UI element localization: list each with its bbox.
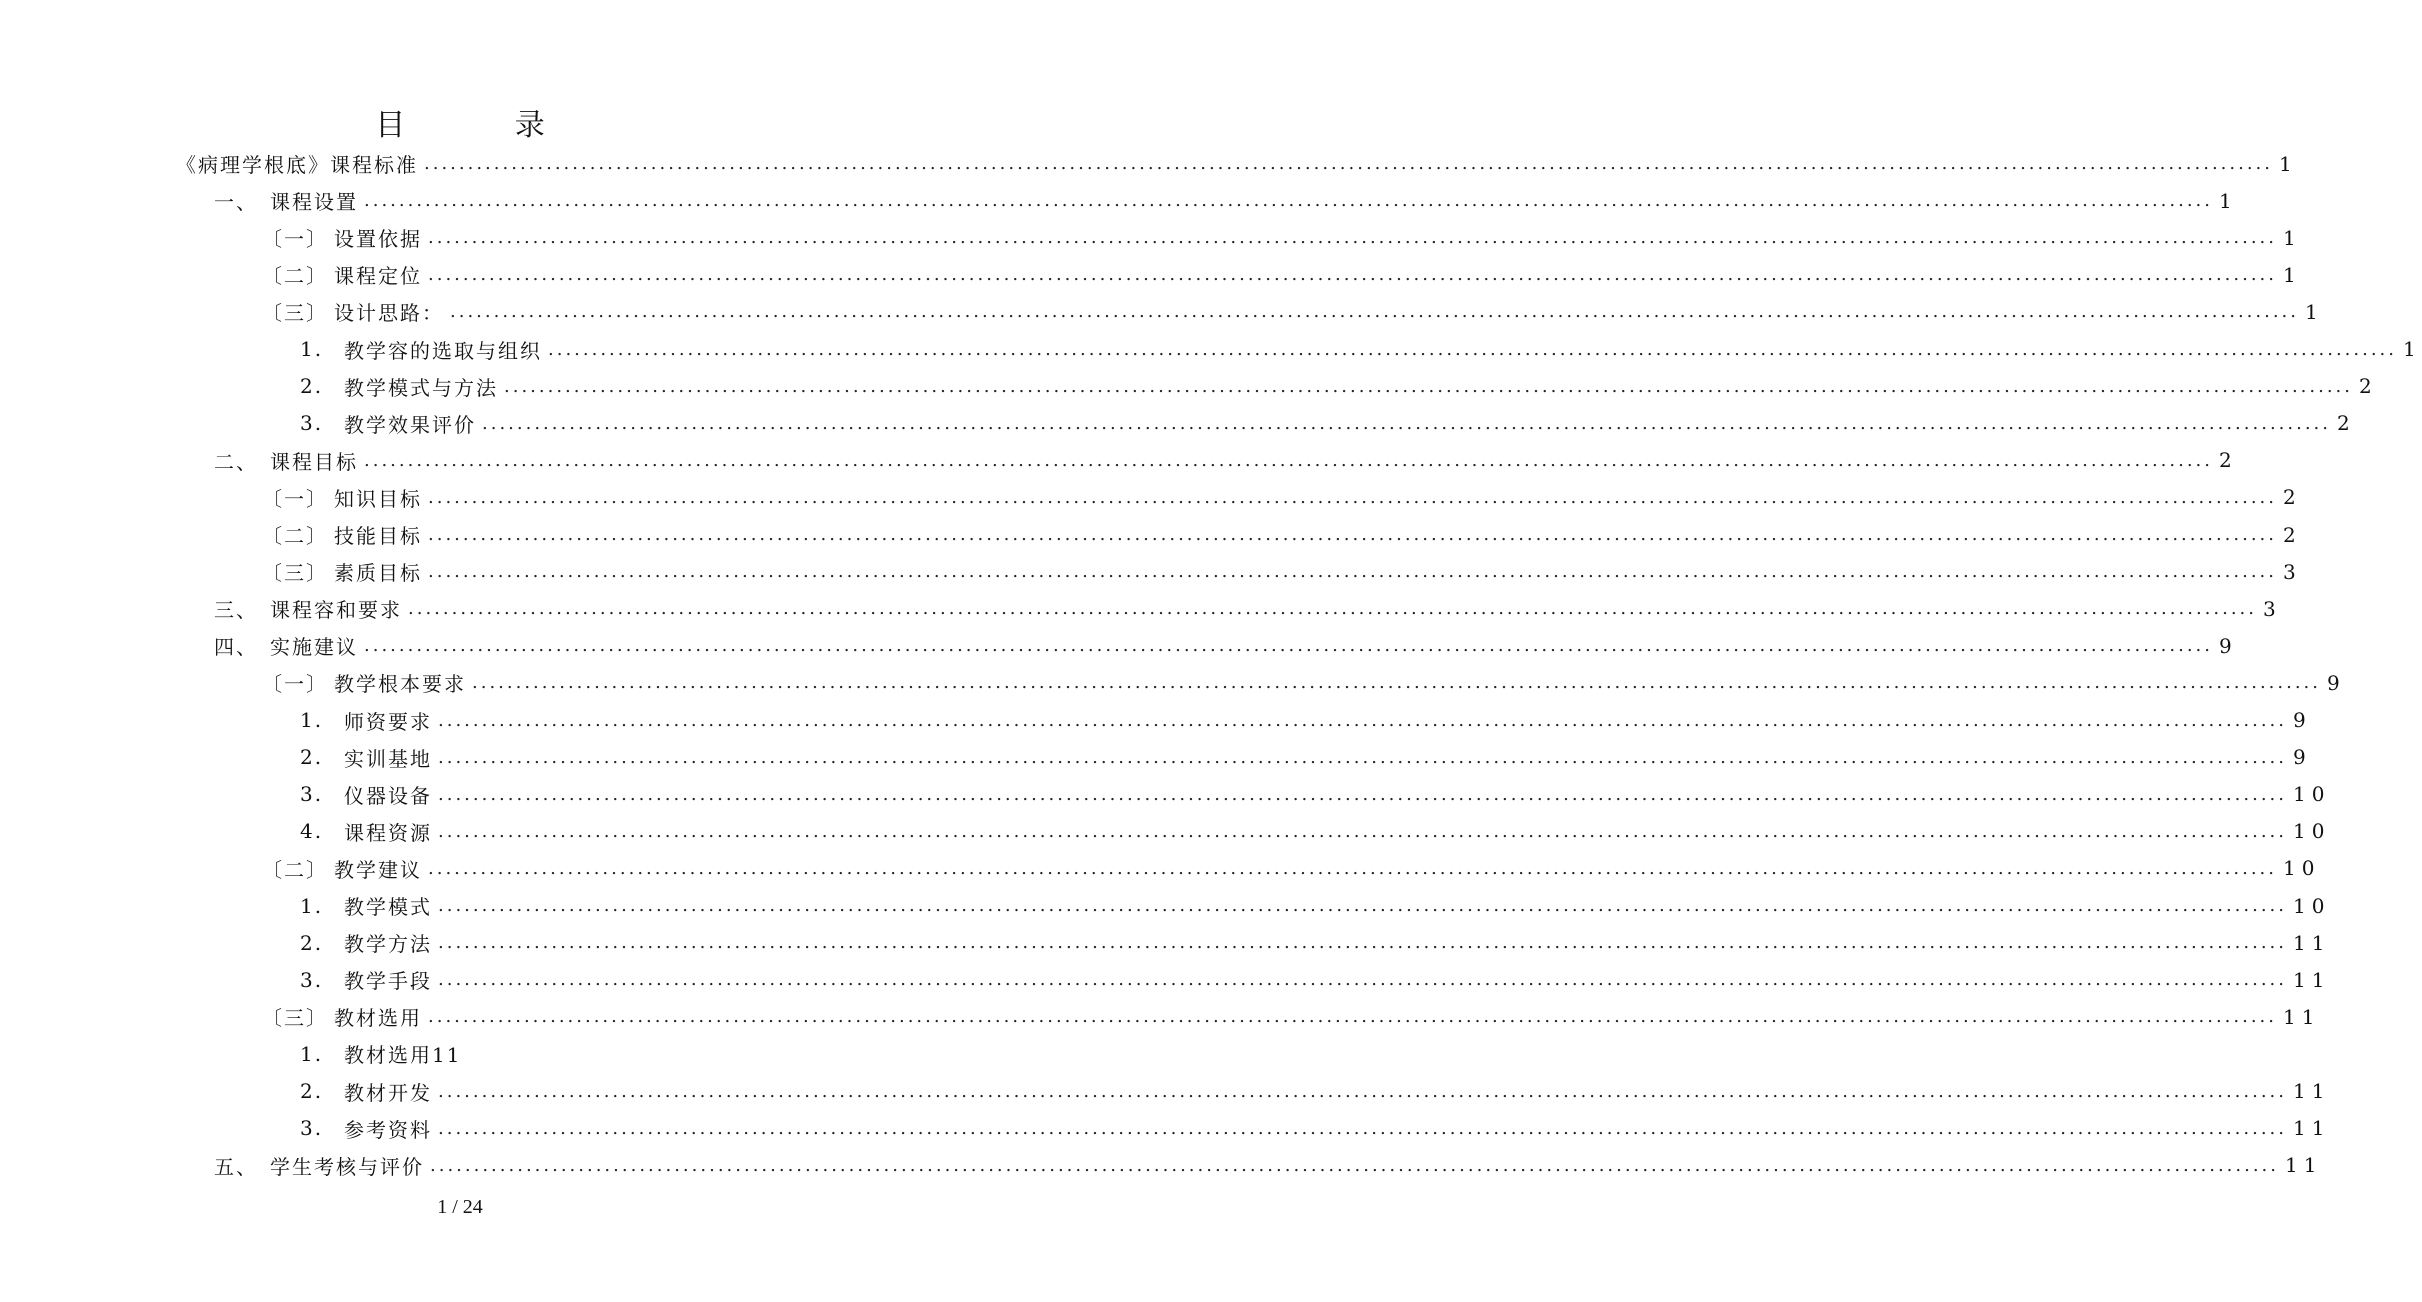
toc-entry-page: 9 xyxy=(2219,633,2238,658)
toc-entry-number: 〔二〕 xyxy=(262,857,328,882)
toc-entry-label: 技能目标 xyxy=(334,524,422,548)
toc-entry-page: 1 xyxy=(2283,225,2302,250)
toc-entry[interactable] xyxy=(262,256,2302,293)
toc-entry-number: 1. xyxy=(300,337,324,361)
toc-entry[interactable] xyxy=(300,368,2378,405)
toc-entry[interactable] xyxy=(262,664,2346,701)
toc-entry-label: 教学手段 xyxy=(344,969,432,994)
toc-entry-page: 3 xyxy=(2283,559,2302,584)
toc-entry-page: 2 xyxy=(2337,411,2356,436)
toc-dot-leader xyxy=(364,635,2213,656)
toc-entry-number: 3. xyxy=(300,967,324,992)
toc-dot-leader xyxy=(438,784,2287,805)
toc-entry-number: 二、 xyxy=(214,449,258,474)
toc-dot-leader xyxy=(472,672,2321,693)
toc-entry[interactable] xyxy=(300,813,2331,850)
toc-entry-number: 2. xyxy=(300,1079,324,1103)
toc-dot-leader xyxy=(438,1118,2287,1139)
toc-entry-page: 9 xyxy=(2293,708,2312,732)
toc-entry-label: 知识目标 xyxy=(334,486,422,511)
toc-dot-leader xyxy=(428,487,2277,508)
toc-entry[interactable] xyxy=(214,1147,2323,1184)
toc-entry[interactable] xyxy=(262,516,2302,553)
toc-entry-number: 1. xyxy=(300,1041,324,1066)
toc-entry-label: 教学模式 xyxy=(344,895,432,919)
toc-entry[interactable] xyxy=(262,998,2321,1035)
toc-entry-label: 设置依据 xyxy=(334,227,422,252)
toc-entry-number: 〔三〕 xyxy=(262,1006,328,1031)
toc-dot-leader xyxy=(428,1006,2277,1027)
toc-dot-leader xyxy=(438,969,2287,990)
toc-entry-page: 1 xyxy=(2283,262,2302,287)
toc-entry-label: 课程设置 xyxy=(270,190,358,215)
toc-entry-page: 11 xyxy=(2293,1116,2331,1141)
toc-entry-page: 9 xyxy=(2327,670,2346,695)
toc-dot-leader xyxy=(430,1155,2279,1176)
toc-entry-number: 3. xyxy=(300,782,324,807)
toc-entry-number: 3. xyxy=(300,1116,324,1141)
toc-entry[interactable] xyxy=(262,479,2302,516)
toc-entry-page: 2 xyxy=(2283,485,2302,510)
toc-entry-label: 实施建议 xyxy=(270,635,358,660)
toc-entry-page: 11 xyxy=(2293,967,2331,992)
toc-entry-label: 教学模式与方法 xyxy=(344,375,498,400)
toc-dot-leader xyxy=(428,858,2277,879)
toc-entry-page: 10 xyxy=(2293,893,2331,918)
toc-entry-number: 五、 xyxy=(214,1154,258,1179)
toc-entry-number: 四、 xyxy=(214,635,258,660)
toc-entry[interactable] xyxy=(300,924,2331,961)
toc-entry-page: 11 xyxy=(2293,1079,2331,1103)
toc-entry-page: 11 xyxy=(2285,1153,2323,1178)
toc-entry-page: 11 xyxy=(2293,930,2331,955)
toc-entry-label: 课程目标 xyxy=(270,449,358,474)
toc-dot-leader xyxy=(504,376,2353,397)
toc-entry-label: 课程定位 xyxy=(334,264,422,289)
toc-entry[interactable] xyxy=(214,182,2238,219)
toc-entry-number: 〔二〕 xyxy=(262,524,328,548)
toc-entry-label: 仪器设备 xyxy=(344,783,432,808)
toc-entry-number: 三、 xyxy=(214,598,258,623)
toc-dot-leader xyxy=(408,598,2257,619)
toc-entry[interactable] xyxy=(214,442,2238,479)
toc-entry-label: 课程容和要求 xyxy=(270,598,402,623)
toc-entry-label: 参考资料 xyxy=(344,1117,432,1142)
toc-entry-page: 1 xyxy=(2279,151,2298,176)
toc-entry-page: 3 xyxy=(2263,596,2282,621)
toc-entry[interactable] xyxy=(176,145,2298,182)
toc-entry-page: 2 xyxy=(2283,522,2302,547)
toc-entry-page: 1 xyxy=(2305,299,2324,324)
toc-entry[interactable] xyxy=(300,405,2356,442)
toc-entry[interactable] xyxy=(300,776,2331,813)
toc-entry-label: 素质目标 xyxy=(334,561,422,586)
toc-entry-page: 9 xyxy=(2293,745,2312,770)
toc-entry-number: 2. xyxy=(300,374,324,399)
toc-entry-number: 一、 xyxy=(214,190,258,215)
toc-entry-number: 〔一〕 xyxy=(262,672,328,697)
toc-entry-page: 11 xyxy=(2283,1004,2321,1029)
toc-entry-page: 10 xyxy=(2293,782,2331,807)
toc-entry-number: 〔三〕 xyxy=(262,301,328,326)
toc-entry-label: 师资要求 xyxy=(344,709,432,734)
toc-entry[interactable] xyxy=(262,553,2302,590)
toc-dot-leader xyxy=(424,153,2273,174)
toc-entry[interactable] xyxy=(300,1110,2331,1147)
toc-dot-leader xyxy=(548,339,2397,360)
page-footer: 1 / 24 xyxy=(437,1196,483,1218)
toc-entry-number: 〔三〕 xyxy=(262,561,328,586)
toc-entry[interactable] xyxy=(262,293,2324,330)
toc-entry-label: 课程资源 xyxy=(344,820,432,845)
toc-dot-leader xyxy=(438,747,2287,768)
toc-entry-label: 教材选用 xyxy=(334,1006,422,1031)
toc-dot-leader xyxy=(428,561,2277,582)
toc-dot-leader xyxy=(428,264,2277,285)
toc-entry[interactable] xyxy=(300,739,2312,776)
toc-entry-label: 设计思路： xyxy=(334,301,444,326)
toc-entry-label: 教学方法 xyxy=(344,932,432,957)
toc-entry[interactable] xyxy=(214,590,2282,627)
toc-entry-page: 10 xyxy=(2293,819,2331,844)
toc-entry-label: 教学效果评价 xyxy=(344,412,476,437)
toc-entry[interactable] xyxy=(300,331,2422,368)
toc-entry[interactable] xyxy=(300,1035,810,1072)
toc-dot-leader xyxy=(438,710,2287,731)
toc-entry-page: 1 xyxy=(2219,188,2238,213)
toc-dot-leader xyxy=(364,190,2213,211)
toc-entry-label: 《病理学根底》课程标准 xyxy=(176,153,418,177)
toc-dot-leader xyxy=(438,1081,2287,1102)
toc-entry[interactable] xyxy=(262,219,2302,256)
toc-entry-label: 学生考核与评价 xyxy=(270,1154,424,1179)
toc-entry[interactable] xyxy=(300,961,2331,998)
toc-dot-leader xyxy=(482,413,2331,434)
toc-dot-leader xyxy=(450,301,2299,322)
toc-entry[interactable] xyxy=(300,1073,2331,1110)
toc-entry-label: 教材选用11 xyxy=(344,1043,462,1068)
toc-entry-number: 〔一〕 xyxy=(262,227,328,252)
toc-entry-label: 教材开发 xyxy=(344,1080,432,1105)
toc-entry-number: 2. xyxy=(300,930,324,955)
toc-entry-number: 1. xyxy=(300,893,324,918)
toc-dot-leader xyxy=(438,895,2287,916)
toc-entry-page: 10 xyxy=(2283,856,2321,881)
toc-entry-page: 2 xyxy=(2359,374,2378,399)
toc-entry-page: 1 xyxy=(2403,337,2422,361)
toc-entry-label: 教学根本要求 xyxy=(334,672,466,697)
toc-dot-leader xyxy=(364,450,2213,471)
toc-title: 目 录 xyxy=(375,108,595,143)
toc-entry-label: 教学容的选取与组织 xyxy=(344,338,542,363)
toc-entry-page: 2 xyxy=(2219,448,2238,473)
toc-entry[interactable] xyxy=(262,850,2321,887)
toc-dot-leader xyxy=(438,821,2287,842)
toc-entry-label: 教学建议 xyxy=(334,857,422,882)
toc-entry[interactable] xyxy=(300,702,2312,739)
toc-entry-number: 〔二〕 xyxy=(262,264,328,289)
toc-entry[interactable] xyxy=(300,887,2331,924)
toc-entry[interactable] xyxy=(214,627,2238,664)
toc-entry-number: 3. xyxy=(300,411,324,436)
toc-dot-leader xyxy=(438,932,2287,953)
toc-entry-label: 实训基地 xyxy=(344,746,432,771)
toc-entry-number: 〔一〕 xyxy=(262,486,328,511)
toc-entry-number: 2. xyxy=(300,745,324,770)
toc-dot-leader xyxy=(428,524,2277,545)
toc-dot-leader xyxy=(428,227,2277,248)
toc-entry-number: 1. xyxy=(300,708,324,732)
toc-entry-number: 4. xyxy=(300,819,324,844)
